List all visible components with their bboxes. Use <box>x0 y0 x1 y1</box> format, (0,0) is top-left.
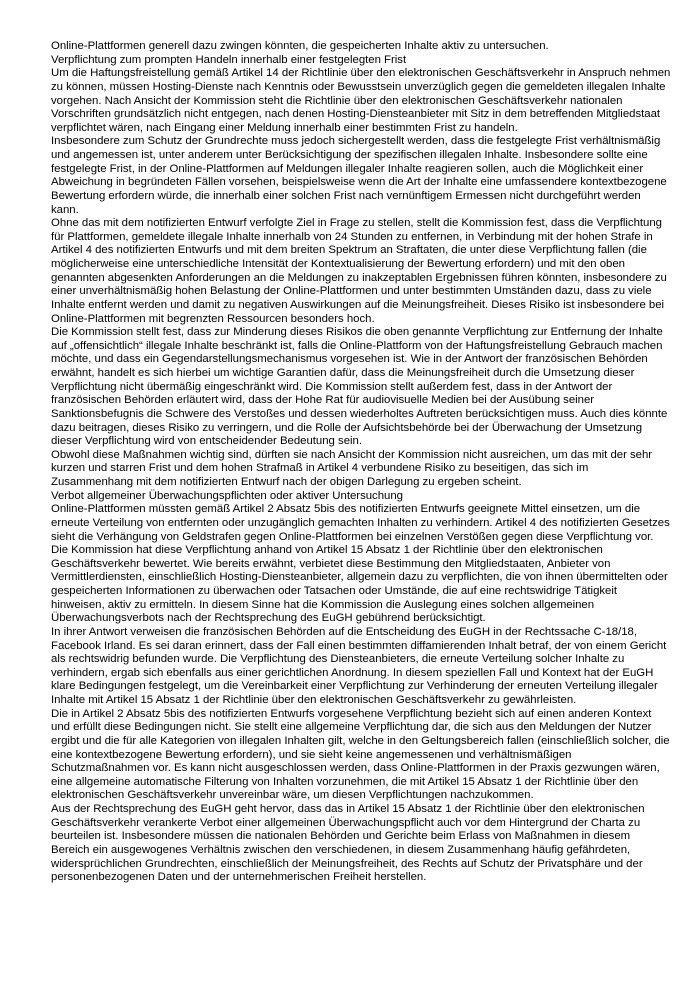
paragraph-measures-insufficient: Obwohl diese Maßnahmen wichtig sind, dürften sie nach Ansicht der Kommission nicht ausreichen, um das mit der sehr kurzen und starren Frist und dem hohen Strafmaß in Artikel 4 verbundene Risiko zu beseitigen, das sich im Zusammenhang mit dem notifizierten Entwurf nach der obigen Darlegung zu ergeben scheint. <box>51 448 653 488</box>
section-heading-monitoring-ban: Verbot allgemeiner Überwachungspflichten oder aktiver Untersuchung <box>51 489 403 502</box>
paragraph-article-15-assessment: Die Kommission hat diese Verpflichtung anhand von Artikel 15 Absatz 1 der Richtlinie über den elektronischen Geschäftsverkehr bewertet. Wie bereits erwähnt, verbietet diese Bestimmung den Mitgliedstaaten, Anbieter von Vermittlerdiensten, einschließlich Hosting-Diensteanbieter, allgemein dazu zu verpflichten, die von ihnen übermittelten oder gespeicherten Informationen zu überwachen oder Tatsachen oder Umstände, die auf eine rechtswidrige Tätigkeit hinweisen, aktiv zu ermitteln. In diesem Sinne hat die Kommission die Auslegung eines solchen allgemeinen Überwachungsverbots nach der Rechtsprechung des EuGH gebührend berücksichtigt. <box>51 544 668 625</box>
paragraph-charter-balance: Aus der Rechtsprechung des EuGH geht hervor, dass das in Artikel 15 Absatz 1 der Richtlinie über den elektronischen Geschäftsverkehr verankerte Verbot einer allgemeinen Überwachungspflicht auch vor dem Hintergrund der Charta zu beurteilen ist. Insbesondere müssen die nationalen Behörden und Gerichte beim Erlass von Maßnahmen in diesem Bereich ein ausgewogenes Verhältnis zwischen den verschiedenen, in diesem Zusammenhang häufig gefährdeten, widersprüchlichen Grundrechten, einschließlich der Meinungsfreiheit, des Rechts auf Schutz der Privatsphäre und der personenbezogenen Daten und der unternehmerischen Freiheit herstellen. <box>51 803 645 884</box>
section-heading-prompt-action: Verpflichtung zum prompten Handeln innerhalb einer festgelegten Frist <box>51 53 407 66</box>
paragraph-intro-continuation: Online-Plattformen generell dazu zwingen könnten, die gespeicherten Inhalte aktiv zu untersuchen. <box>51 40 549 52</box>
paragraph-eugh-facebook-case: In ihrer Antwort verweisen die französischen Behörden auf die Entscheidung des EuGH in der Rechtssache C-18/18, Facebook Irland. Es sei daran erinnert, dass der Fall einen bestimmten diffamierenden Inhalt betraf, der von einem Gericht als rechtswidrig befunden wurde. Die Verpflichtung des Diensteanbieters, die erneute Verteilung solcher Inhalte zu verhindern, ergab sich ebenfalls aus einer gerichtlichen Anordnung. In diesem speziellen Fall und Kontext hat der EuGH klare Bedingungen festgelegt, um die Vereinbarkeit einer Verpflichtung zur Verhinderung der erneuten Verteilung illegaler Inhalte mit Artikel 15 Absatz 1 der Richtlinie über den elektronischen Geschäftsverkehr zu gewährleisten. <box>51 625 667 706</box>
paragraph-article-5bis-analysis: Die in Artikel 2 Absatz 5bis des notifizierten Entwurfs vorgesehene Verpflichtung bezieht sich auf einen anderen Kontext und erfüllt diese Bedingungen nicht. Sie stellt eine allgemeine Verpflichtung dar, die sich aus den Meldungen der Nutzer ergibt und die für alle Kategorien von illegalen Inhalten gilt, welche in den Geltungsbereich fallen (einschließlich solcher, die eine kontextbezogene Bewertung erfordern), und sie sieht keine angemessenen und verhältnismäßigen Schutzmaßnahmen vor. Es kann nicht ausgeschlossen werden, dass Online-Plattformen in der Praxis gezwungen wären, eine allgemeine automatische Filterung von Inhalten vorzunehmen, die mit Artikel 15 Absatz 1 der Richtlinie über den elektronischen Geschäftsverkehr unvereinbar wäre, um diesen Verpflichtungen nachzukommen. <box>51 707 670 802</box>
paragraph-article-2-obligation: Online-Plattformen müssten gemäß Artikel 2 Absatz 5bis des notifizierten Entwurfs geeignete Mittel einsetzen, um die erneute Verteilung von entfernten oder unzugänglich gemachten Inhalten zu verhindern. Artikel 4 des notifizierten Gesetzes sieht die Verhängung von Geldstrafen gegen Online-Plattformen bei einzelnen Verstößen gegen diese Verpflichtung vor. <box>51 503 670 543</box>
document-body <box>51 40 671 885</box>
paragraph-liability-exemption: Um die Haftungsfreistellung gemäß Artikel 14 der Richtlinie über den elektronischen Geschäftsverkehr in Anspruch nehmen zu können, müssen Hosting-Dienste nach Kenntnis oder Bewusstsein unverzüglich gegen die gemeldeten illegalen Inhalte vorgehen. Nach Ansicht der Kommission steht die Richtlinie über den elektronischen Geschäftsverkehr nationalen Vorschriften grundsätzlich nicht entgegen, nach denen Hosting-Diensteanbieter mit Sitz in dem betreffenden Mitgliedstaat verpflichtet wären, nach Eingang einer Meldung innerhalb einer bestimmten Frist zu handeln. <box>51 67 671 134</box>
paragraph-risk-mitigation: Die Kommission stellt fest, dass zur Minderung dieses Risikos die oben genannte Verpflichtung zur Entfernung der Inhalte auf „offensichtlich“ illegale Inhalte beschränkt ist, falls die Online-Plattform von der Haftungsfreistellung Gebrauch machen möchte, und dass ein Gegendarstellungsmechanismus vorgesehen ist. Wie in der Antwort der französischen Behörden erwähnt, handelt es sich hierbei um wichtige Garantien dafür, dass die Meinungsfreiheit durch die Umsetzung dieser Verpflichtung nicht übermäßig eingeschränkt wird. Die Kommission stellt außerdem fest, dass in der Antwort der französischen Behörden erläutert wird, dass der Hohe Rat für audiovisuelle Medien bei der Ausübung seiner Sanktionsbefugnis die Schwere des Verstoßes und dessen wiederholtes Auftreten berücksichtigen muss. Auch dies könnte dazu beitragen, dieses Risiko zu verringern, und die Rolle der Aufsichtsbehörde bei der Überwachung der Umsetzung dieser Verpflichtung wird von entscheidender Bedeutung sein. <box>51 326 668 448</box>
paragraph-24-hours-obligation: Ohne das mit dem notifizierten Entwurf verfolgte Ziel in Frage zu stellen, stellt die Kommission fest, dass die Verpflichtung für Plattformen, gemeldete illegale Inhalte innerhalb von 24 Stunden zu entfernen, in Verbindung mit der hohen Strafe in Artikel 4 des notifizierten Entwurfs und mit dem breiten Spektrum an Straftaten, die unter diese Verpflichtung fallen (die möglicherweise eine unterschiedliche Intensität der Kontextualisierung der Bewertung erfordern) und mit den oben genannten abgesenkten Anforderungen an die Meldungen zu inakzeptablen Ergebnissen führen könnten, insbesondere zu einer unverhältnismäßig hohen Belastung der Online-Plattformen und unter bestimmten Umständen dazu, dass zu viele Inhalte entfernt werden und damit zu negativen Auswirkungen auf die Meinungsfreiheit. Dieses Risiko ist insbesondere bei Online-Plattformen mit begrenzten Ressourcen besonders hoch. <box>51 217 667 325</box>
paragraph-fundamental-rights: Insbesondere zum Schutz der Grundrechte muss jedoch sichergestellt werden, dass die festgelegte Frist verhältnismäßig und angemessen ist, unter anderem unter Berücksichtigung der spezifischen illegalen Inhalte. Insbesondere sollte eine festgelegte Frist, in der Online-Plattformen auf Meldungen illegaler Inhalte reagieren sollen, auch die Möglichkeit einer Abweichung in begründeten Fällen vorsehen, beispielsweise wenn die Art der Inhalte eine umfassendere kontextbezogene Bewertung erfordern würde, die innerhalb einer solchen Frist nach vernünftigem Ermessen nicht durchgeführt werden kann. <box>51 135 667 216</box>
